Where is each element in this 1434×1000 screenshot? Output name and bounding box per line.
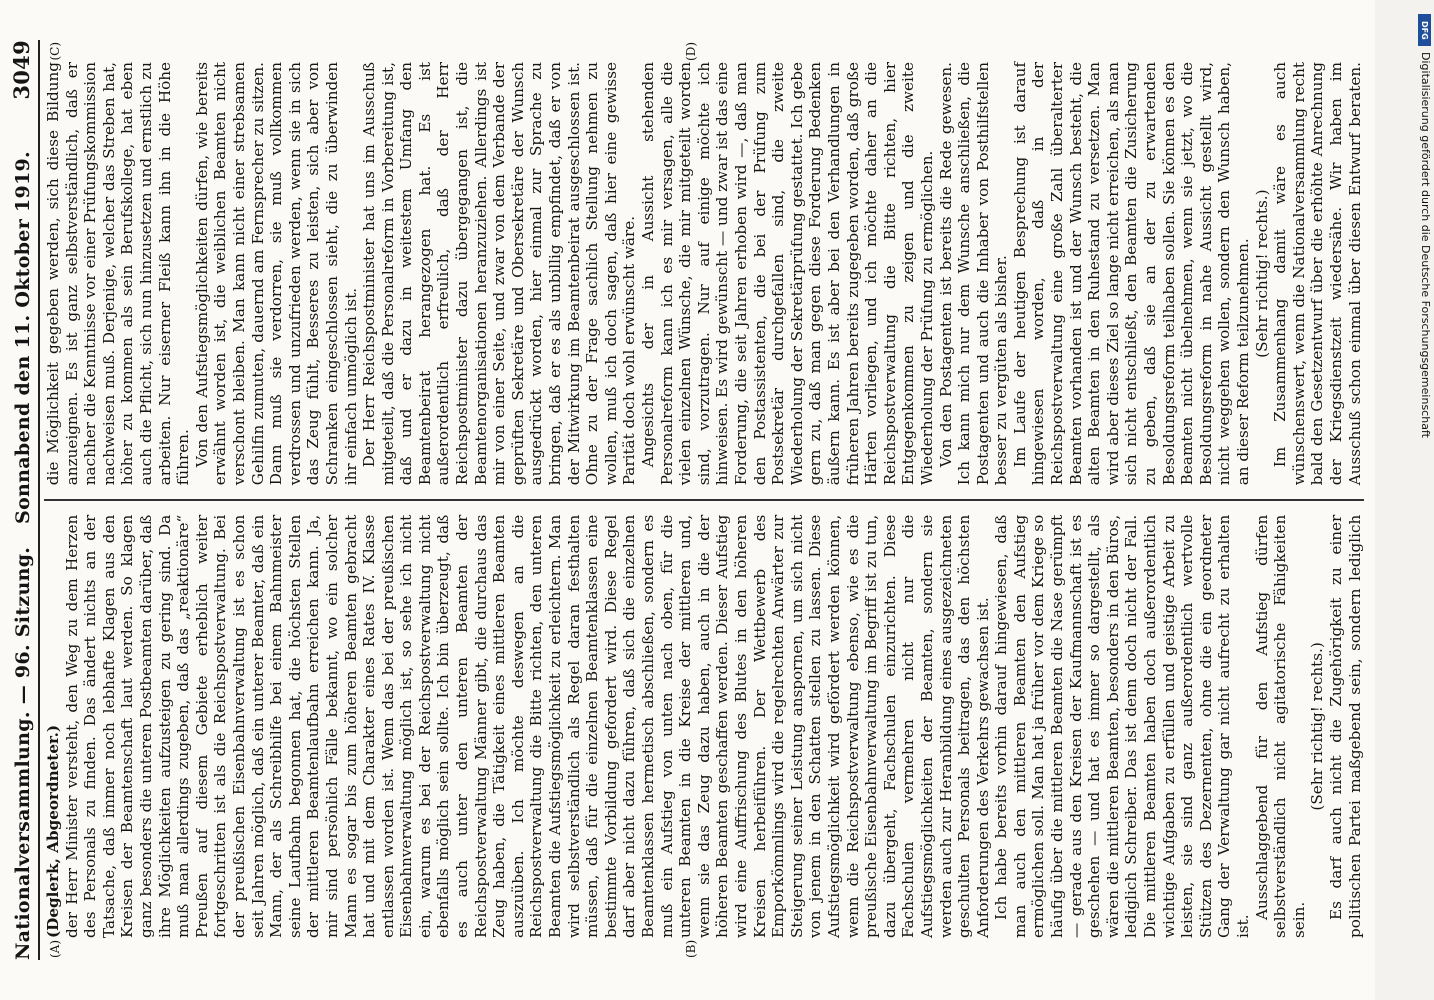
left-column bbox=[44, 501, 1364, 960]
text-columns bbox=[44, 40, 1364, 960]
paragraph: die Möglichkeit gegeben werden, sich diese Bildung anzueignen. Es ist ganz selbstverständlich, daß er nachher die Kenntnisse vor einer Prüfungskommission nachweisen muß. Derjenige, welcher das Streben hat, höher zu kommen als sein Berufskollege, hat eben auch die Pflicht, sich nun hinzusetzen und ernstlich zu arbeiten. Nur eiserner Fleiß kann ihn in die Höhe führen. bbox=[44, 62, 193, 486]
speaker-label: (Deglerk, Abgeordneter.) bbox=[44, 724, 62, 938]
page-number: 3049 bbox=[9, 40, 34, 100]
paragraph: Angesichts der in Aussicht stehenden Personalreform kann ich es mir versagen, alle die vielen einzelnen Wünsche, die mir mitgeteilt worden sind, vorzutragen. Nur auf einige möchte ich hinweisen. Es wird gewünscht — und zwar ist das eine Forderung, die seit Jahren erhoben wird —, daß man den Postassistenten, die bei der Prüfung zum Postsekretär durchgefallen sind, die zweite Wiederholung der Sekretärprüfung gestattet. Ich gebe gern zu, daß man gegen diese Forderung Bedenken äußern kann. Es ist aber bei den Verhandlungen in früheren Jahren bereits zugegeben worden, daß große Härten vorliegen, und ich möchte daher an die Reichspostverwaltung die Bitte richten, hier Entgegenkommen zu zeigen und die zweite Wiederholung der Prüfung zu ermöglichen. bbox=[639, 62, 936, 486]
paragraph: Der Herr Reichspostminister hat uns im Ausschuß mitgeteilt, daß die Personalreform in Vorbereitung ist, daß und er dazu in weitestem Umfang den Beamtenbeirat herangezogen hat. Es ist außerordentlich erfreulich, daß der Herr Reichspostminister dazu übergegangen ist, die Beamtenorganisationen heranzuziehen. Allerdings ist mir von einer Seite, und zwar von dem Verbande der geprüften Sekretäre und Obersekretäre der Wunsch ausgedrückt worden, hier einmal zur Sprache zu bringen, daß er es als unbillig empfindet, daß er von der Mitwirkung im Beamtenbeirat ausgeschlossen ist. Ohne zu der Frage sachlich Stellung nehmen zu wollen, muß ich doch sagen, daß hier eine gewisse Parität doch wohl erwünscht wäre. bbox=[360, 62, 639, 486]
interjection: (Sehr richtig! rechts.) bbox=[1252, 189, 1271, 358]
dfg-funding-note: Digitalisierung gefördert durch die Deutsche Forschungsgemeinschaft bbox=[1419, 52, 1432, 438]
paragraph: Es darf auch nicht die Zugehörigkeit zu einer politischen Partei maßgebend sein, sondern lediglich bbox=[1326, 514, 1364, 938]
right-column bbox=[44, 40, 1364, 499]
margin-marker-b: (B) bbox=[684, 939, 698, 958]
paragraph: Im Laufe der heutigen Besprechung ist darauf hingewiesen worden, daß in der Reichspostverwaltung eine große Zahl überalterter Beamten vorhanden ist und der Wunsch besteht, die alten Beamten in den Ruhestand zu versetzen. Man wird aber dieses Ziel so lange nicht erreichen, als man sich nicht entschließt, den Beamten die Zusicherung zu geben, daß sie an der zu erwartenden Besoldungsreform teilhaben sollen. Sie können es den Beamten nicht übelnehmen, wenn sie jetzt, wo die Besoldungsreform in nahe Aussicht gestellt wird, nicht weggehen wollen, sondern den Wunsch haben, an dieser Reform teilzunehmen. bbox=[1010, 61, 1252, 486]
page-header bbox=[8, 40, 40, 960]
paragraph: Von den Aufstiegsmöglichkeiten dürfen, wie bereits erwähnt worden ist, die weiblichen Beamten nicht verschont bleiben. Man kann nicht einer strebsamen Gehilfin zumuten, dauernd am Fernsprecher zu sitzen. Dann muß sie verdorren, sie muß vollkommen verdrossen und unzufrieden werden, wenn sie in sich das Zeug fühlt, Besseres zu leisten, sich aber von Schranken eingeschlossen sieht, die zu überwinden ihr einfach unmöglich ist. bbox=[192, 62, 360, 486]
paragraph: Im Zusammenhang damit wäre es auch wünschenswert, wenn die Nationalversammlung recht bald den Gesetzentwurf über die erhöhte Anrechnung der Kriegsdienstzeit wiedersähe. Wir haben im Ausschuß schon einmal über diesen Entwurf beraten. bbox=[1271, 62, 1364, 486]
header-title: Nationalversammlung. — 96. Sitzung. bbox=[12, 546, 34, 960]
header-date: Sonnabend den 11. Oktober 1919. bbox=[12, 151, 34, 524]
paragraph: Von den Postagenten ist bereits die Rede gewesen. Ich kann mich nur dem Wunsche anschließen, die Postagenten und auch die Inhaber von Posthilfstellen besser zu vergüten als bisher. bbox=[936, 62, 1011, 486]
paragraph: Ausschlaggebend für den Aufstieg dürfen selbstverständlich nicht agitatorische Fähigkeiten sein. bbox=[1252, 514, 1308, 938]
paragraph: der Herr Minister versteht, den Weg zu dem Herzen des Personals zu finden. Das ändert nichts an der Tatsache, daß immer noch lebhafte Klagen aus den Kreisen der Beamtenschaft laut werden. So klagen ganz besonders die unteren Postbeamten darüber, daß ihre Möglichkeiten aufzusteigen zu gering sind. Da muß man allerdings zugeben, daß das „reaktionäre“ Preußen auf diesem Gebiete erheblich weiter fortgeschritten ist als die Reichspostverwaltung. Bei der preußischen Eisenbahnverwaltung ist es schon seit Jahren möglich, daß ein unterer Beamter, daß ein Mann, der als Schreibhilfe bei einem Bahnmeister seine Laufbahn begonnen hat, die höchsten Stellen der mittleren Beamtenlaufbahn erreichen kann. Ja, mir sind persönlich Fälle bekannt, wo ein solcher Mann es sogar bis zum höheren Beamten gebracht hat und mit dem Charakter eines Rates IV. Klasse entlassen worden ist. Wenn das bei der preußischen Eisenbahnverwaltung möglich ist, so sehe ich nicht ein, warum es bei der Reichspostverwaltung nicht ebenfalls möglich sein sollte. Ich bin überzeugt, daß es auch unter den unteren Beamten der Reichspostverwaltung Männer gibt, die durchaus das Zeug haben, die Tätigkeit eines mittleren Beamten auszuüben. Ich möchte deswegen an die Reichspostverwaltung die Bitte richten, den unteren Beamten die Aufstiegsmöglichkeit zu erleichtern. Man wird selbstverständlich als Regel daran festhalten müssen, daß für die einzelnen Beamtenklassen eine bestimmte Vorbildung gefordert wird. Diese Regel darf aber nicht dazu führen, daß sich die einzelnen Beamtenklassen hermetisch abschließen, sondern es muß ein Aufstieg von unten nach oben, für die unteren Beamten in die Kreise der mittleren und, wenn sie das Zeug dazu haben, auch in die der höheren Beamten geschaffen werden. Dieser Aufstieg wird eine Auffrischung des Blutes in den höheren Kreisen herbeiführen. Der Wettbewerb des Emporkömmlings wird die regelrechten Anwärter zur Steigerung seiner Leistung anspornen, um sich nicht von jenem in den Schatten stellen zu lassen. Diese Aufstiegsmöglichkeit wird gefördert werden können, wenn die Reichspostverwaltung ebenso, wie es die preußische Eisenbahnverwaltung im Begriff ist zu tun, dazu übergeht, Fachschulen einzurichten. Diese Fachschulen vermehren nicht nur die Aufstiegsmöglichkeiten der Beamten, sondern sie werden auch zur Heranbildung eines ausgezeichneten geschulten Personals beitragen, das den höchsten Anforderungen des Verkehrs gewachsen ist. bbox=[62, 514, 992, 938]
paragraph: Ich habe bereits vorhin darauf hingewiesen, daß man auch den mittleren Beamten den Aufstieg ermöglichen soll. Man hat ja früher vor dem Kriege so häufig über die mittleren Beamten die Nase gerümpft — gerade aus den Kreisen der Kaufmannschaft ist es geschehen — und hat es immer so dargestellt, als wären die mittleren Beamten, besonders in den Büros, lediglich Schreiber. Das ist denn doch nicht der Fall. Die mittleren Beamten haben doch außerordentlich wichtige Aufgaben zu erfüllen und geistige Arbeit zu leisten, sie sind ganz außerordentlich wertvolle Stützen des Dezernenten, ohne die ein geordneter Gang der Verwaltung gar nicht aufrecht zu erhalten ist. bbox=[992, 514, 1252, 938]
margin-marker-a: (A) bbox=[48, 939, 62, 958]
margin-marker-c: (C) bbox=[48, 42, 62, 61]
dfg-logo: DFG bbox=[1418, 14, 1431, 46]
interjection: (Sehr richtig! rechts.) bbox=[1308, 642, 1327, 811]
margin-marker-d: (D) bbox=[684, 42, 698, 61]
dfg-stamp bbox=[1416, 8, 1432, 708]
